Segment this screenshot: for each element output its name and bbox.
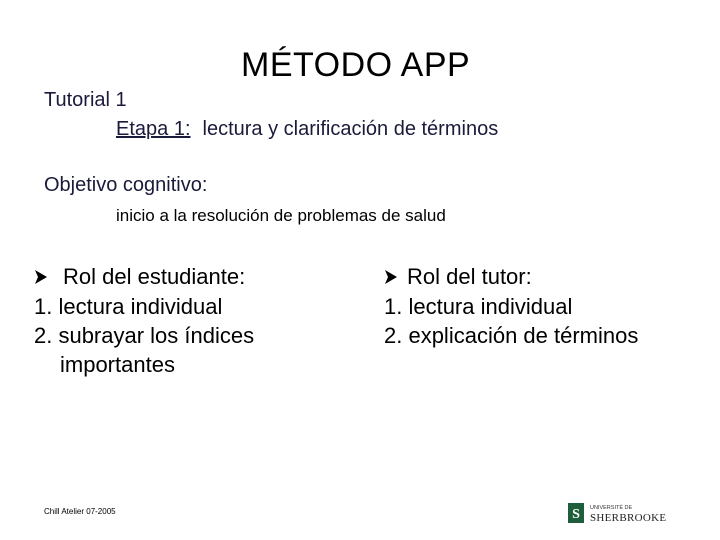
student-role-heading [34, 262, 254, 292]
footer-credit: Chill Atelier 07-2005 [44, 507, 116, 516]
logo-main-text: SHERBROOKE [590, 512, 667, 524]
student-role-heading-text: Rol del estudiante: [63, 264, 246, 289]
logo-mark: S [572, 507, 580, 522]
list-item: importantes [60, 352, 175, 377]
list-item: 1. lectura individual [384, 294, 573, 319]
student-role-block [34, 262, 254, 379]
arrowhead-bullet-icon [384, 263, 398, 292]
tutor-role-heading-colon: : [525, 264, 532, 289]
list-item: 1. lectura individual [34, 294, 223, 319]
tutor-role-block [384, 262, 638, 350]
objetivo-label: Objetivo cognitivo: [44, 174, 208, 196]
tutor-role-heading-text: Rol del tutor [407, 264, 526, 289]
etapa-text: lectura y clarificación de términos [202, 118, 499, 140]
tutorial-label: Tutorial 1 [44, 89, 127, 111]
sherbrooke-logo [568, 502, 672, 524]
list-item: 2. subrayar los índices [34, 323, 255, 348]
tutor-role-heading [384, 262, 638, 292]
objetivo-text: inicio a la resolución de problemas de salud [116, 206, 446, 225]
logo-top-text: UNIVERSITÉ DE [590, 505, 633, 511]
list-item: 2. explicación de términos [384, 323, 639, 348]
arrowhead-bullet-icon [34, 263, 48, 292]
etapa-label: Etapa 1: [116, 118, 191, 140]
slide-title: MÉTODO APP [241, 46, 471, 84]
etapa-line [116, 118, 498, 141]
